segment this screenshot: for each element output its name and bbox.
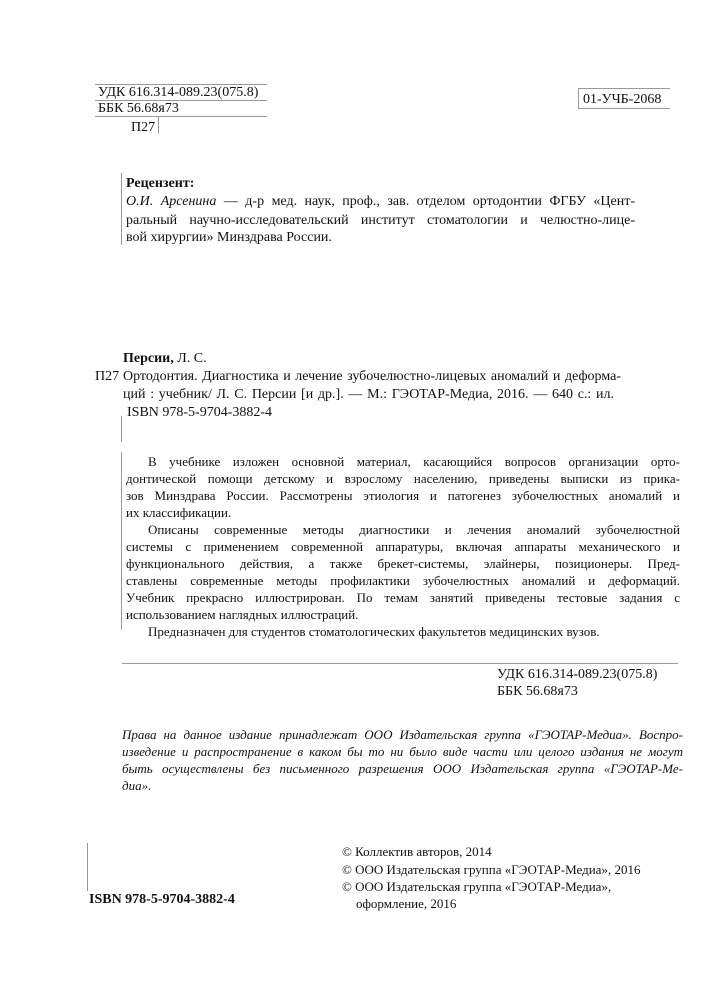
header-udk: УДК 616.314-089.23(075.8) <box>98 85 259 100</box>
copyright-left-rule <box>87 843 88 891</box>
copyright-isbn: ISBN 978-5-9704-3882-4 <box>89 892 235 907</box>
copyright-line-3: © ООО Издательская группа «ГЭОТАР-Медиа», <box>342 879 612 894</box>
annotation <box>126 453 680 640</box>
copyright-line-2: © ООО Издательская группа «ГЭОТАР-Медиа», 2016 <box>342 862 641 877</box>
reviewer-line-2: ральный научно-исследовательский институт стоматологии и челюстно-лице- <box>126 213 635 228</box>
annotation-p2-l2: системы с применением современной аппаратуры, включая аппараты механического и <box>126 539 680 554</box>
code-box-label: 01-УЧБ-2068 <box>583 92 662 107</box>
reviewer-heading: Рецензент: <box>126 176 195 191</box>
annotation-left-rule <box>121 452 122 630</box>
catalog-line-1: Ортодонтия. Диагностика и лечение зубочелюстно-лицевых аномалий и деформа- <box>123 369 621 384</box>
annotation-p2-l6: использованием наглядных иллюстраций. <box>126 607 359 622</box>
rights-line-2: изведение и распространение в каком бы то ни было виде части или целого издания не могут <box>122 744 683 759</box>
catalog-left-rule <box>121 416 122 442</box>
header-author-mark: П27 <box>131 120 156 135</box>
annotation-p1-l4: их классификации. <box>126 505 232 520</box>
catalog-author-mark: П27 <box>95 369 120 384</box>
copyright-line-1: © Коллектив авторов, 2014 <box>342 844 492 859</box>
annotation-p2-l4: ставлены современные методы профилактики зубочелюстных аномалий и деформаций. <box>126 573 680 588</box>
annotation-p2-l3: функционального действия, а также брекет-системы, элайнеры, позиционеры. Пред- <box>126 556 680 571</box>
code-box-bottom <box>578 108 670 109</box>
footer-bbk: ББК 56.68я73 <box>497 684 578 699</box>
annotation-p1-l2: донтической помощи детскому и взрослому населению, приведены выписки из прика- <box>126 471 680 486</box>
copyright-line-4: оформление, 2016 <box>356 896 457 911</box>
annotation-p3: Предназначен для студентов стоматологических факультетов медицинских вузов. <box>148 624 600 639</box>
header-mark-rule <box>158 117 159 134</box>
header-bottom-rule <box>95 116 267 117</box>
rights-line-4: диа». <box>122 778 152 793</box>
reviewer-left-rule <box>121 173 122 245</box>
annotation-p2-l5: Учебник прекрасно иллюстрирован. По темам занятий приведены тестовые задания с <box>126 590 680 605</box>
annotation-p1-l1: В учебнике изложен основной материал, касающийся вопросов организации орто- <box>148 454 680 469</box>
code-box-top <box>578 88 670 89</box>
footer-codes-rule <box>122 663 678 664</box>
catalog-isbn: ISBN 978-5-9704-3882-4 <box>127 405 273 420</box>
footer-udk: УДК 616.314-089.23(075.8) <box>497 667 658 682</box>
reviewer-name: О.И. Арсенина <box>126 194 217 209</box>
code-box-left <box>578 88 579 109</box>
reviewer-line-1: О.И. Арсенина — д-р мед. наук, проф., зав. отделом ортодонтии ФГБУ «Цент- <box>126 194 635 209</box>
rights-statement <box>122 726 683 794</box>
catalog-line-2: ций : учебник/ Л. С. Персии [и др.]. — М.: ГЭОТАР-Медиа, 2016. — 640 с.: ил. <box>123 387 614 402</box>
header-bbk: ББК 56.68я73 <box>98 101 179 116</box>
rights-line-1: Права на данное издание принадлежат ООО Издательская группа «ГЭОТАР-Медиа». Воспро- <box>122 727 683 742</box>
catalog-author: Персии, Л. С. <box>123 351 207 366</box>
rights-line-3: быть осуществлены без письменного разрешения ООО Издательская группа «ГЭОТАР-Ме- <box>122 761 683 776</box>
annotation-p2-l1: Описаны современные методы диагностики и лечения аномалий зубочелюстной <box>148 522 680 537</box>
reviewer-line-3: вой хирургии» Минздрава России. <box>126 230 332 245</box>
annotation-p1-l3: зов Минздрава России. Рассмотрены этиология и патогенез зубочелюстных аномалий и <box>126 488 680 503</box>
